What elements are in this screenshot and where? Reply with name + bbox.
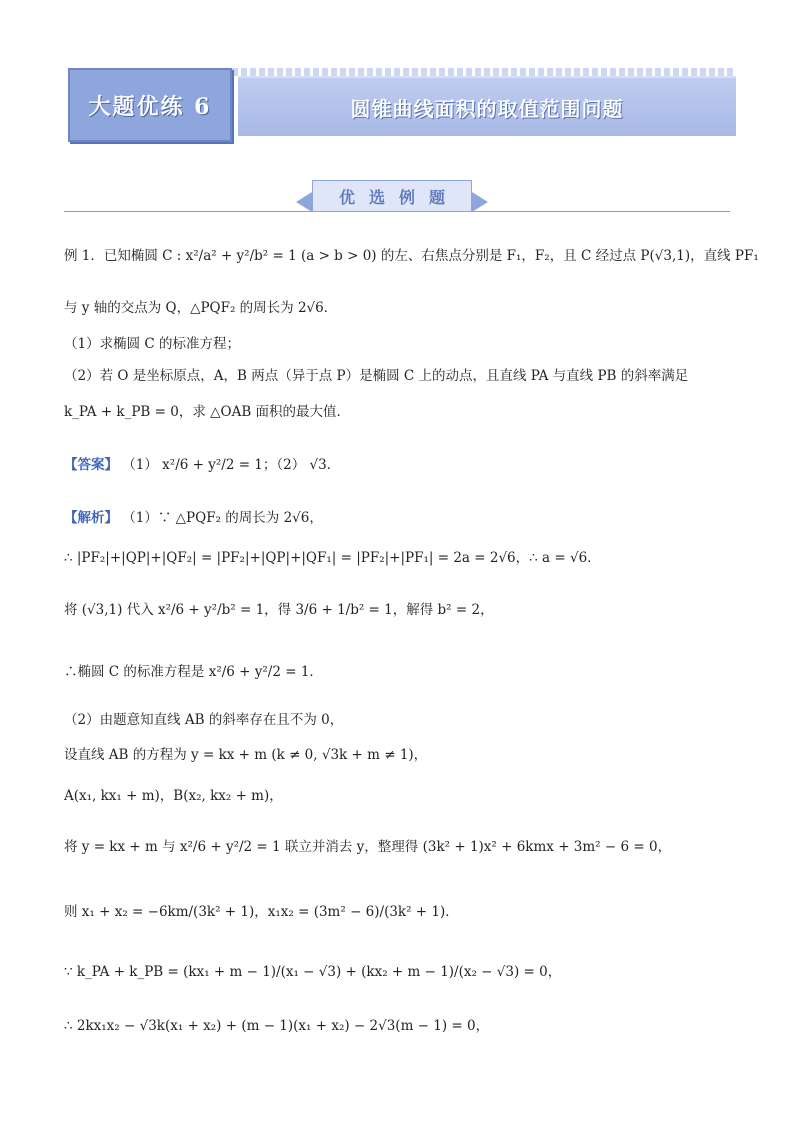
text-line: 例 1．已知椭圆 C : x²/a² + y²/b² = 1 (a > b > 0) 的左、右焦点分别是 F₁，F₂，且 C 经过点 P(√3,1)，直线 PF₁ — [64, 248, 759, 264]
text-line: 将 (√3,1) 代入 x²/6 + y²/b² = 1，得 3/6 + 1/b² = 1，解得 b² = 2， — [64, 602, 494, 618]
text-line: ∴ |PF₂|+|QP|+|QF₂| = |PF₂|+|QP|+|QF₁| = |PF₂|+|PF₁| = 2a = 2√6，∴ a = √6． — [64, 550, 601, 566]
analysis-text: （1）∵ △PQF₂ 的周长为 2√6， — [122, 510, 323, 526]
text-line: （1）求椭圆 C 的标准方程； — [64, 336, 241, 352]
text-line: ∵ k_PA + k_PB = (kx₁ + m − 1)/(x₁ − √3) + (kx₂ + m − 1)/(x₂ − √3) = 0， — [64, 964, 562, 980]
text-line: 将 y = kx + m 与 x²/6 + y²/2 = 1 联立并消去 y，整理得 (3k² + 1)x² + 6kmx + 3m² − 6 = 0， — [64, 839, 672, 855]
section-char: 题 — [429, 187, 446, 207]
section-char: 优 — [338, 187, 355, 207]
tab-body — [312, 180, 472, 212]
answer-tag: 【答案】 — [64, 457, 118, 473]
text-line: ∴椭圆 C 的标准方程是 x²/6 + y²/2 = 1． — [64, 664, 323, 680]
tab-wing-right — [472, 192, 488, 212]
answer-text: （1） x²/6 + y²/2 = 1；（2） √3． — [122, 457, 341, 473]
text-line: k_PA + k_PB = 0，求 △OAB 面积的最大值． — [64, 404, 351, 420]
header-banner — [68, 68, 736, 142]
text-line: ∴ 2kx₁x₂ − √3k(x₁ + x₂) + (m − 1)(x₁ + x₂) − 2√3(m − 1) = 0， — [64, 1018, 490, 1034]
text-line: A(x₁, kx₁ + m)，B(x₂, kx₂ + m)， — [64, 788, 283, 804]
analysis-line — [64, 508, 323, 528]
badge-box — [68, 68, 232, 142]
title-bar — [238, 76, 736, 136]
section-char: 选 — [368, 187, 385, 207]
text-line: 与 y 轴的交点为 Q，△PQF₂ 的周长为 2√6． — [64, 300, 338, 316]
text-line: （2）由题意知直线 AB 的斜率存在且不为 0， — [64, 712, 344, 728]
text-line: 则 x₁ + x₂ = −6km/(3k² + 1)，x₁x₂ = (3m² − 6)/(3k² + 1)． — [64, 904, 459, 920]
section-char: 例 — [399, 187, 416, 207]
text-line: （2）若 O 是坐标原点，A，B 两点（异于点 P）是椭圆 C 上的动点，且直线 PA 与直线 PB 的斜率满足 — [64, 368, 689, 384]
banner-stripes — [232, 68, 736, 76]
answer-line — [64, 455, 340, 475]
page-title: 圆锥曲线面积的取值范围问题 — [350, 96, 624, 121]
analysis-tag: 【解析】 — [64, 510, 118, 526]
text-line: 设直线 AB 的方程为 y = kx + m (k ≠ 0, √3k + m ≠ 1)， — [64, 747, 428, 763]
tab-wing-left — [296, 192, 312, 212]
section-tab — [312, 180, 472, 212]
badge-label: 大题优练 6 — [88, 93, 212, 120]
